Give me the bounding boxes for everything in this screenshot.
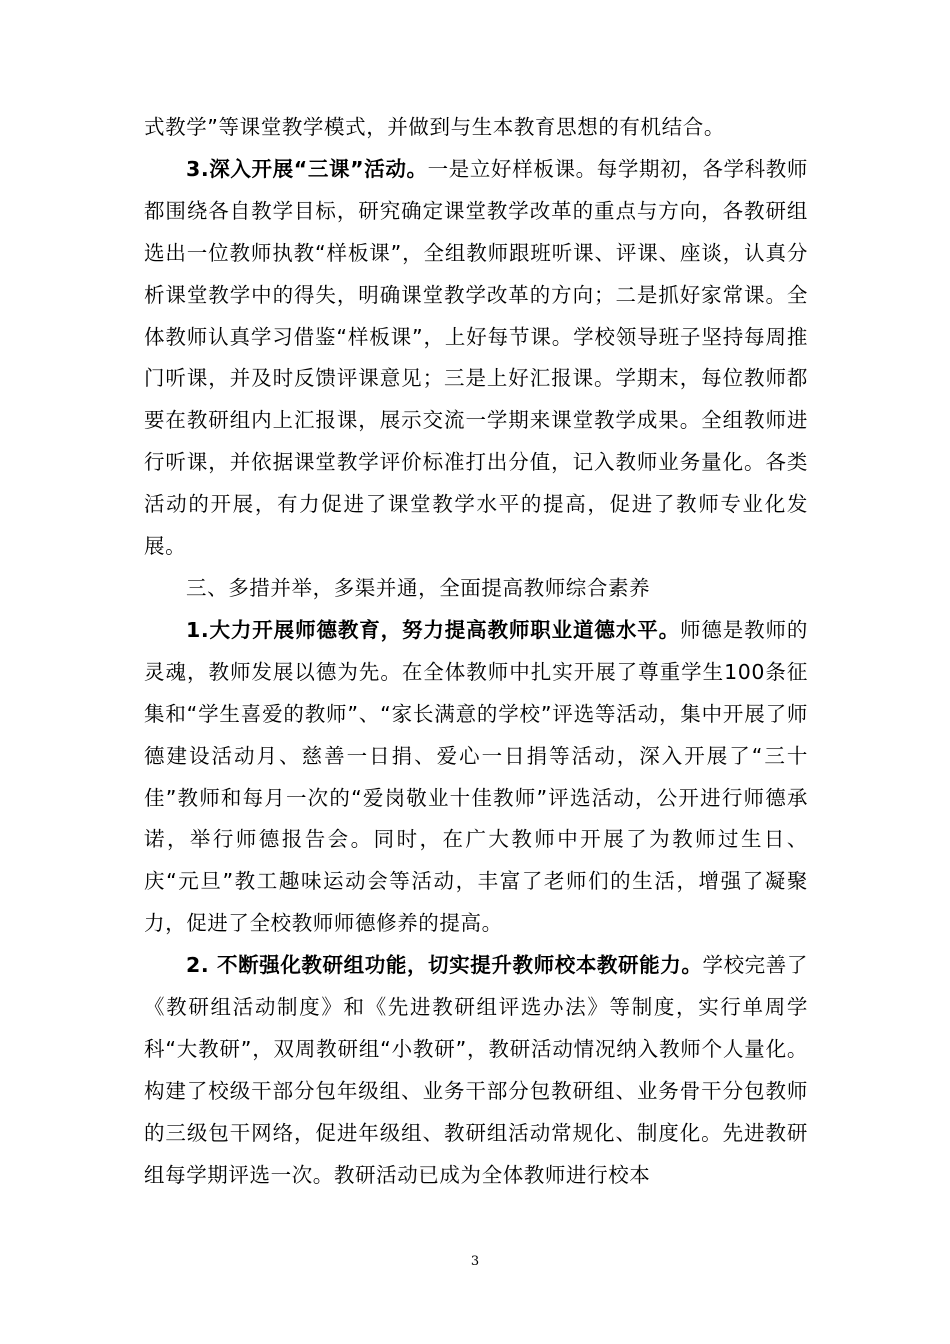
paragraph-continuation <box>144 107 808 149</box>
section-heading-text: 三、多措并举，多渠并通，全面提高教师综合素养 <box>186 575 651 600</box>
paragraph-text: 式教学”等课堂教学模式，并做到与生本教育思想的有机结合。 <box>144 115 725 139</box>
paragraph-teacher-ethics <box>144 610 808 945</box>
paragraph-teaching-research <box>144 945 808 1196</box>
paragraph-lead: 3.深入开展“三课”活动。 <box>186 156 428 181</box>
paragraph-three-lessons <box>144 149 808 568</box>
section-heading <box>144 568 808 610</box>
paragraph-text: 一是立好样板课。每学期初，各学科教师都围绕各自教学目标，研究确定课堂教学改革的重点与方向，各教研组选出一位教师执教“样板课”，全组教师跟班听课、评课、座谈，认真分析课堂教学中的得失，明确课堂教学改革的方向；二是抓好家常课。全体教师认真学习借鉴“样板课”，上好每节课。学校领导班子坚持每周推门听课，并及时反馈评课意见；三是上好汇报课。学期末，每位教师都要在教研组内上汇报课，展示交流一学期来课堂教学成果。全组教师进行听课，并依据课堂教学评价标准打出分值，记入教师业务量化。各类活动的开展，有力促进了课堂教学水平的提高，促进了教师专业化发展。 <box>144 156 808 559</box>
paragraph-text: 师德是教师的灵魂，教师发展以德为先。在全体教师中扎实开展了尊重学生100条征集和“学生喜爱的教师”、“家长满意的学校”评选等活动，集中开展了师德建设活动月、慈善一日捐、爱心一日捐等活动，深入开展了“三十佳”教师和每月一次的“爱岗敬业十佳教师”评选活动，公开进行师德承诺，举行师德报告会。同时，在广大教师中开展了为教师过生日、庆“元旦”教工趣味运动会等活动，丰富了老师们的生活，增强了凝聚力，促进了全校教师师德修养的提高。 <box>144 617 809 936</box>
document-body <box>144 107 808 1197</box>
paragraph-lead: 2. 不断强化教研组功能，切实提升教师校本教研能力。 <box>186 953 703 978</box>
paragraph-text: 学校完善了《教研组活动制度》和《先进教研组评选办法》等制度，实行单周学科“大教研”，双周教研组“小教研”，教研活动情况纳入教师个人量化。构建了校级干部分包年级组、业务干部分包教研组、业务骨干分包教师的三级包干网络，促进年级组、教研组活动常规化、制度化。先进教研组每学期评选一次。教研活动已成为全体教师进行校本 <box>144 953 808 1187</box>
page-number: 3 <box>470 1254 480 1269</box>
paragraph-lead: 1.大力开展师德教育，努力提高教师职业道德水平。 <box>186 617 680 642</box>
